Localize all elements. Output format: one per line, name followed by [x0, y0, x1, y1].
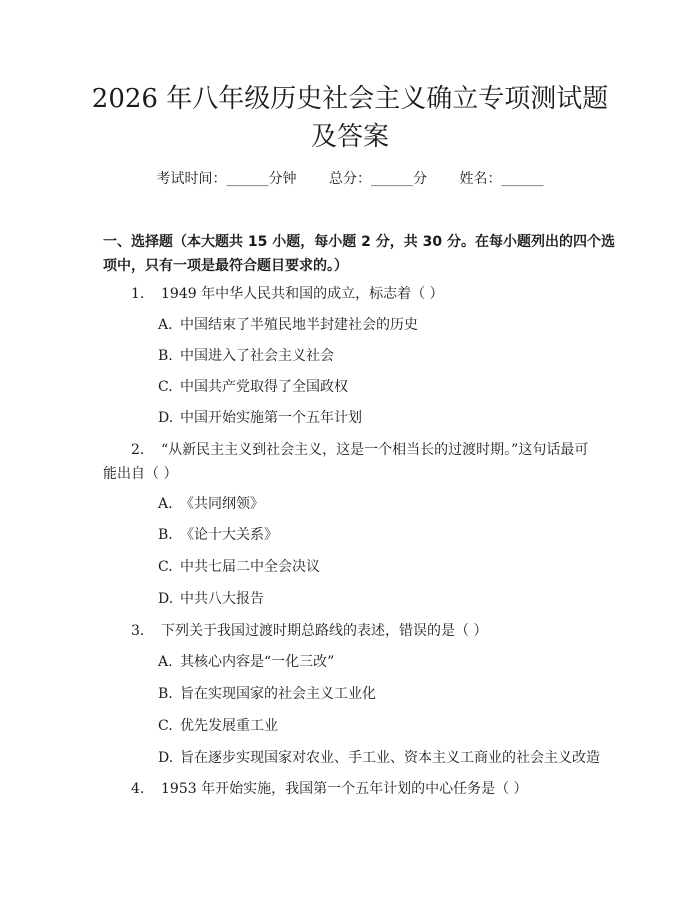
- option-2a: A. 《共同纲领》: [158, 496, 264, 512]
- exam-meta: [0, 168, 700, 188]
- question-number: 4.: [131, 781, 145, 797]
- section-heading: [103, 230, 615, 278]
- question-number: 1.: [131, 286, 145, 302]
- student-name: 姓名：______: [459, 171, 544, 187]
- title-line-2: 及答案: [310, 122, 389, 152]
- exam-score: 总分：______分: [329, 171, 427, 187]
- option-3a: A. 其核心内容是“一化三改”: [158, 654, 335, 670]
- option-3d: D. 旨在逐步实现国家对农业、手工业、资本主义工商业的社会主义改造: [158, 750, 600, 766]
- question-text-line-1: “从新民主主义到社会主义，这是一个相当长的过渡时期。”这句话最可: [161, 442, 589, 458]
- question-text: 1953 年开始实施，我国第一个五年计划的中心任务是（ ）: [161, 781, 528, 797]
- option-1d: D. 中国开始实施第一个五年计划: [158, 410, 362, 426]
- option-2b: B. 《论十大关系》: [158, 527, 278, 543]
- question-text: 下列关于我国过渡时期总路线的表述，错误的是（ ）: [161, 623, 488, 639]
- title-line-1: 2026 年八年级历史社会主义确立专项测试题: [91, 84, 609, 114]
- option-2d: D. 中共八大报告: [158, 591, 264, 607]
- question-1: [131, 282, 444, 306]
- question-4: [131, 777, 528, 801]
- exam-time: 考试时间：______分钟: [156, 171, 297, 187]
- option-2c: C. 中共七届二中全会决议: [158, 559, 320, 575]
- option-3b: B. 旨在实现国家的社会主义工业化: [158, 686, 376, 702]
- question-number: 3.: [131, 623, 145, 639]
- question-text-line-2: 能出自（ ）: [103, 466, 178, 482]
- option-1a: A. 中国结束了半殖民地半封建社会的历史: [158, 317, 418, 333]
- question-3: [131, 619, 487, 643]
- page-title: [0, 80, 700, 156]
- section-heading-line-2: 项中，只有一项是最符合题目要求的。）: [103, 258, 348, 274]
- option-1b: B. 中国进入了社会主义社会: [158, 348, 334, 364]
- section-heading-line-1: 一、选择题（本大题共 15 小题，每小题 2 分，共 30 分。在每小题列出的四个选: [103, 234, 615, 250]
- option-3c: C. 优先发展重工业: [158, 718, 278, 734]
- question-text: 1949 年中华人民共和国的成立，标志着（ ）: [161, 286, 444, 302]
- question-number: 2.: [131, 442, 145, 458]
- option-1c: C. 中国共产党取得了全国政权: [158, 379, 348, 395]
- question-2: [103, 438, 603, 486]
